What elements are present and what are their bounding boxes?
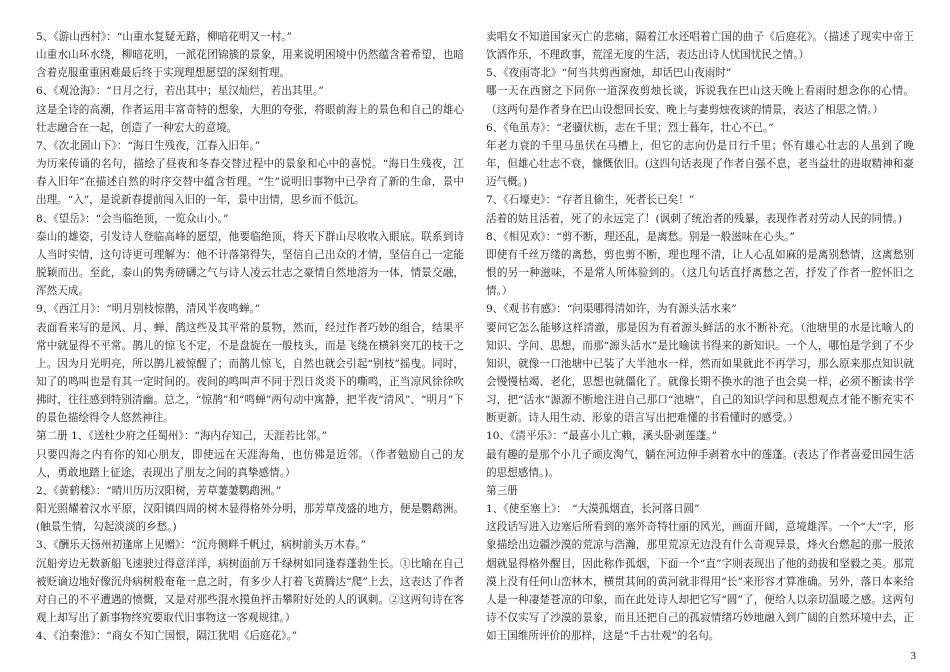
- heading-book-two-song-du-shao-fu: 第二册 1、《送杜少府之任蜀州》：“海内存知己，天涯若比邻。”: [36, 430, 328, 443]
- heading-you-shan-xi-cun: 5、《游山西村》：“山重水复疑无路，柳暗花明又一村。”: [36, 31, 292, 43]
- right-column: [486, 28, 914, 645]
- paragraph: 阳光照耀着汉水平原，汉阳镇四周的树木显得格外分明，那芳草茂盛的地方，便是鹦鹉洲。(触景生情，勾起淡淡的乡愁。): [36, 503, 464, 534]
- paragraph: 年老力衰的千里马虽伏在马槽上，但它的志向仍是日行千里；怀有雄心壮志的人虽到了晚年，但雄心壮志不衰，慷慨依旧。(这四句话表现了作者自强不息，老当益壮的进取精神和豪迈气概。): [486, 139, 914, 189]
- heading-xiang-jian-huan: 8、《相见欢》：“剪不断，理还乱，是离愁。别是一般滋味在心头。”: [486, 230, 795, 243]
- heading-chou-le-tian: 3、《酬乐天扬州初逢席上见赠》：“沉舟侧畔千帆过，病树前头万木春。”: [36, 539, 367, 552]
- heading-qing-ping-le: 10、《清平乐》：“最喜小儿亡赖，溪头卧剥莲蓬。”: [486, 430, 717, 443]
- paragraph: 最有趣的是那个小儿子顽皮淘气，躺在河边伸手剥着水中的莲蓬。(表达了作者喜爱田园生活的思想感情。)。: [486, 448, 914, 479]
- section-heading-book-three: 第三册: [486, 484, 518, 497]
- heading-bo-qin-huai: 4、《泊秦淮》：“商女不知亡国恨，隔江犹唱《后庭花》。”: [36, 630, 298, 643]
- heading-wang-yue: 8、《望岳》：“会当临绝顶，一览众山小。”: [36, 212, 229, 225]
- left-column: [36, 28, 464, 645]
- paragraph: 卖唱女不知道国家灭亡的悲痛，隔着江水还唱着亡国的曲子《后庭花》。（描述了现实中帝王饮酒作乐，不理政事，荒淫无度的生活，表达出诗人忧国忧民之情。）: [486, 31, 914, 62]
- paragraph: 活着的姑且活着，死了的永远完了！(讽刺了统治者的残暴，表现作者对劳动人民的同情。): [486, 212, 903, 225]
- paragraph: 这是全诗的高潮，作者运用丰富奇特的想象，大胆的夸张，将眼前海上的景色和自己的雄心壮志融合在一起，创造了一种宏大的意境。: [36, 103, 464, 134]
- heading-huang-he-lou: 2、《黄鹤楼》：“晴川历历汉阳树，芳草萋萋鹦鹉洲。”: [36, 484, 282, 497]
- paragraph: 哪一天在西窗之下同你一道深夜剪烛长谈，诉说我在巴山这天晚上看雨时想念你的心情。（这两句是作者身在巴山设想回长安、晚上与妻剪烛夜谈的情景，表达了相思之情。）: [486, 85, 914, 116]
- paragraph: 沉船旁边无数新船飞速驶过得意洋洋，病树面前万千绿树如同逢春蓬勃生长。①比喻在自己被贬谪边地好像沉舟病树般奄奄一息之时，有多少人打着飞黄腾达“爬”上去，这表达了作者对自己的不平遭遇的愤慨，又是对那些混水摸鱼抨击攀附好处的人的讽刺。②这两句诗在客观上却写出了新事物终究要取代旧事物这一客观规律。）: [36, 557, 464, 624]
- paragraph: 为历来传诵的名句，描绘了昼夜和冬春交替过程中的景象和心中的喜悦。“海日生残夜，江春入旧年”在描述自然的时序交替中蕴含哲理。“生”说明旧事物中已孕育了新的生命，景中出理。“入”，是说新春提前闯入旧的一年，景中出情，思乡而不低沉。: [36, 158, 464, 207]
- heading-gui-sui-shou: 6、《龟虽寿》：“老骥伏枥，志在千里；烈士暮年，壮心不已。”: [486, 121, 774, 134]
- paragraph: 泰山的雄姿，引发诗人登临高峰的愿望，他要临绝顶，将天下群山尽收收入眼底。联系到诗人当时实情，这句诗更可理解为：他不计落第得失，坚信自己出众的才情，坚信自己一定能脱颖而出。至此，泰山的隽秀磅礴之气与诗人凌云壮志之豪情自然地溶为一体，情景交融，浑然天成。: [36, 230, 464, 298]
- paragraph: 只要四海之内有你的知心朋友，即使远在天涯海角，也仿佛是近邻。（作者勉励自己的友人，勇敢地踏上征途，表现出了朋友之间的真挚感情。）: [36, 448, 464, 479]
- heading-shi-zhi-sai-shang: 1、《使至塞上》： “大漠孤烟直，长河落日圆”: [486, 503, 700, 516]
- page-number: 3: [910, 650, 916, 662]
- heading-ci-bei-gu-shan-xia: 7、《次北固山下》：“海日生残夜，江春入旧年。”: [36, 139, 261, 152]
- heading-xi-jiang-yue: 9、《西江月》：“明月别枝惊鹊，清风半夜鸣蝉。”: [36, 303, 261, 316]
- paragraph: 即使有千丝万缕的离愁，剪也剪不断，理也理不清，让人心乱如麻的是离别愁情，这离愁别恨的另一种滋味，不是常人所体验到的。（这几句话直抒离愁之苦，抒发了作者一腔怀旧之情。）: [486, 248, 914, 298]
- paragraph: 表面看来写的是风、月、蝉、鹊这些及其平常的景物，然而，经过作者巧妙的组合，结果平常中就显得不平常。鹊儿的惊飞不定，不是盘旋在一般枝头，而是飞绕在横斜突兀的枝干之上。因为月光明亮，所以鹊儿被惊醒了；而鹊儿惊飞，自然也就会引起“别枝”摇曳。同时，知了的鸣叫也是有其一定时间的。夜间的鸣叫声不同于烈日炎炎下的嘶鸣，正当凉风徐徐吹拂时，往往感到特别清幽。总之，“惊鹊”和“鸣蝉”两句动中寓静，把半夜“清风”、“明月”下的景色描绘得令人悠然神往。: [36, 321, 464, 425]
- heading-shi-hao-li: 7、《石壕吏》：“存者且偷生，死者长已矣！”: [486, 194, 695, 207]
- heading-guan-cang-hai: 6、《观沧海》：“日月之行，若出其中；星汉灿烂，若出其里。”: [36, 85, 324, 98]
- paragraph: 山重水山环水绕，柳暗花明，一派花团锦簇的景象，用来说明困境中仍然蕴含着希望，也暗含着克服重重困难最后终于实现理想愿望的深刻哲理。: [36, 49, 464, 80]
- heading-guan-shu-you-gan: 9、《观书有感》：“问渠哪得清如许，为有源头活水来”: [486, 303, 737, 316]
- paragraph: 要问它怎么能够这样清澈，那是因为有着源头鲜活的水不断补充。（池塘里的水是比喻人的知识、学问、思想，而那“源头活水”是比喻读书得来的新知识。一个人，哪怕是学到了不少知识，就像一口池塘中已装了大半池水一样，然而如果就此不再学习，那么原来那点知识就会慢慢枯竭、老化，思想也就僵化了。就像长期不换水的池子也会臭一样，必须不断读书学习，把“活水”源源不断地注进自己那口“池塘”，自己的知识学问和思想观点才能不断充实不断更新。诗人用生动、形象的语言写出把难懂的书看懂时的感受。）: [486, 321, 914, 425]
- paragraph: 这段话写进入边塞后所看到的塞外奇特壮丽的风光，画面开阔，意境雄浑。一个“大”字，形象描绘出边疆沙漠的荒凉与浩瀚，那里荒凉无边没有什么奇观异景，烽火台燃起的那一股浓烟就显得格外醒目，因此称作孤烟，下面一个“直”字则表现出了他的劲拔和坚毅之美。那荒漠上没有任何山峦林木，横贯其间的黄河就非得用“长”来形容才算准确。另外，落日本来给人是一种凄楚苍凉的印象，而在此处诗人却把它写“圆”了，便给人以亲切温暖之感。这两句诗不仅实写了沙漠的景象，而且还把自己的孤寂情绪巧妙地融入到广阔的自然环境中去，正如王国维所评价的那样，这是“千古壮观”的名句。: [486, 521, 914, 643]
- heading-ye-yu-ji-bei: 5、《夜雨寄北》“何当共剪西窗烛，却话巴山夜雨时”: [486, 67, 732, 80]
